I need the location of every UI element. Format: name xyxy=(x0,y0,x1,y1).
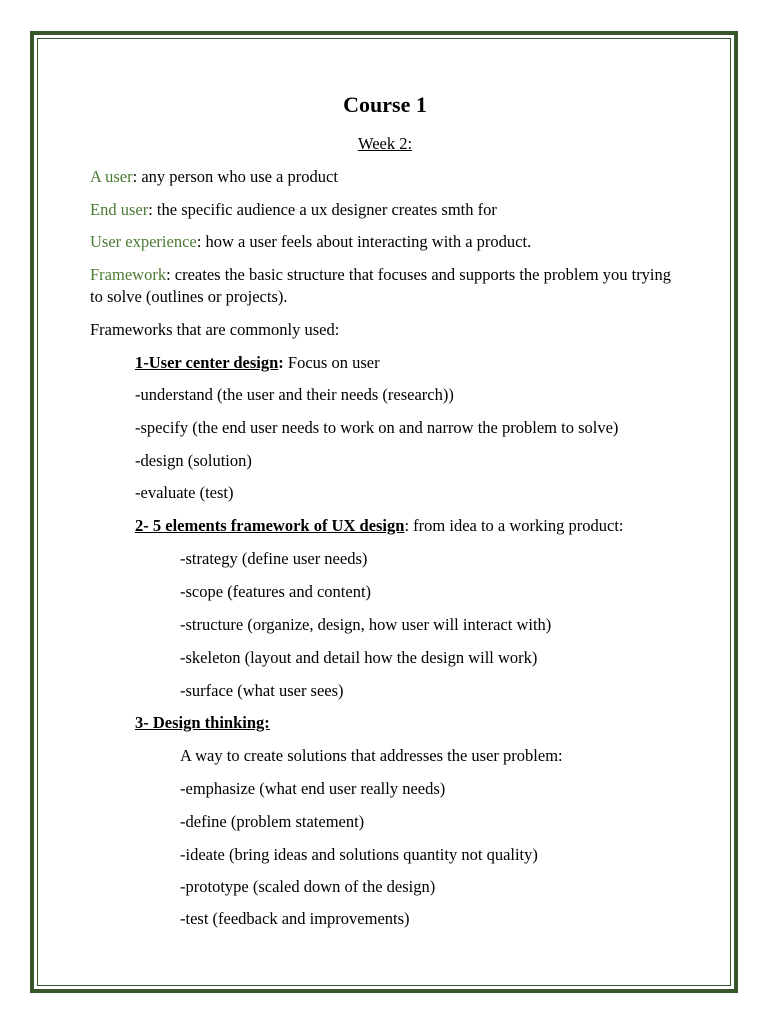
framework-3-intro: A way to create solutions that addresses the user problem: xyxy=(180,746,563,765)
framework-2-title: 2- 5 elements framework of UX design xyxy=(135,516,405,535)
definition-user-experience xyxy=(90,231,531,253)
framework-2-item: -scope (features and content) xyxy=(180,582,372,601)
term-label: End user xyxy=(90,200,149,219)
framework-1-title: 1-User center design xyxy=(135,353,279,372)
document-subtitle: Week 2: xyxy=(357,134,413,153)
framework-2-item: -structure (organize, design, how user will interact with) xyxy=(180,615,552,634)
definition-a-user xyxy=(90,166,338,188)
framework-1-item: -understand (the user and their needs (research)) xyxy=(135,385,454,404)
term-label: Framework xyxy=(90,265,167,284)
definition-text: : how a user feels about interacting with a product. xyxy=(196,232,532,251)
framework-3-heading xyxy=(135,712,270,734)
framework-3-item: -emphasize (what end user really needs) xyxy=(180,779,446,798)
framework-3-item: -ideate (bring ideas and solutions quantity not quality) xyxy=(180,845,538,864)
document-title: Course 1 xyxy=(343,92,427,117)
definition-framework xyxy=(90,264,680,308)
framework-1-desc: Focus on user xyxy=(283,353,380,372)
framework-2-item: -surface (what user sees) xyxy=(180,681,344,700)
frameworks-intro: Frameworks that are commonly used: xyxy=(90,320,340,339)
term-label: User experience xyxy=(90,232,197,251)
framework-2-desc: : from idea to a working product: xyxy=(404,516,624,535)
term-label: A user xyxy=(90,167,133,186)
definition-end-user xyxy=(90,199,497,221)
definition-text: : the specific audience a ux designer creates smth for xyxy=(148,200,497,219)
framework-2-item: -skeleton (layout and detail how the design will work) xyxy=(180,648,538,667)
framework-3-item: -test (feedback and improvements) xyxy=(180,909,410,928)
framework-2-heading xyxy=(135,515,623,537)
definition-text: : creates the basic structure that focuses and supports the problem you trying to solve (outlines or projects). xyxy=(90,265,672,306)
framework-1-item: -evaluate (test) xyxy=(135,483,234,502)
framework-1-item: -design (solution) xyxy=(135,451,252,470)
framework-1-item: -specify (the end user needs to work on and narrow the problem to solve) xyxy=(135,418,619,437)
framework-1-colon: : xyxy=(278,353,284,372)
framework-3-item: -define (problem statement) xyxy=(180,812,365,831)
framework-2-item: -strategy (define user needs) xyxy=(180,549,368,568)
framework-1-heading xyxy=(135,352,380,374)
framework-3-title: 3- Design thinking: xyxy=(135,713,270,732)
framework-3-item: -prototype (scaled down of the design) xyxy=(180,877,436,896)
definition-text: : any person who use a product xyxy=(132,167,338,186)
